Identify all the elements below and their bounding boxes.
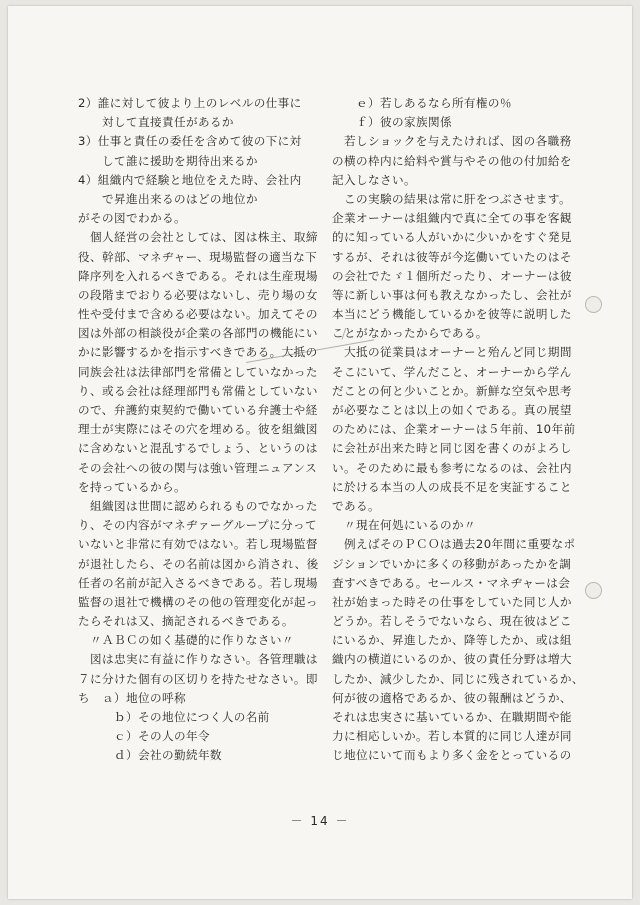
text-line: に於ける本当の人の成長不足を実証すること: [332, 479, 572, 494]
text-line: 2）誰に対して彼より上のレベルの仕事に: [78, 96, 302, 110]
text-line: 等に新しい事は何も教えなかったし、会社が: [332, 287, 572, 302]
text-line: 的に知っている人がいかに少いかをすぐ発見: [332, 230, 572, 245]
text-line: 組織図は世間に認められるものでなかった: [78, 498, 318, 513]
text-line: 3）仕事と責任の委任を含めて彼の下に対: [78, 134, 302, 149]
text-line: り、その内容がマネヂァーグループに分って: [78, 518, 317, 533]
text-line: 役、幹部、マネヂャー、現場監督の適当な下: [78, 249, 318, 264]
text-line: いないと非常に有効ではない。若し現場監督: [78, 537, 318, 552]
text-line: するが、それは彼等が今迄働いていたのはそ: [332, 249, 572, 264]
text-line: 〃現在何処にいるのか〃: [332, 518, 476, 533]
text-line: 若しショックを与えたければ、図の各職務: [332, 134, 572, 149]
text-line: 記入しなさい。: [332, 172, 416, 187]
text-line: 例えばそのＰＣＯは過去20年間に重要なポ: [332, 537, 576, 552]
text-line: ７に分けた個有の区切りを持たせなさい。即: [78, 671, 318, 686]
text-line: ので、弁護約束契約で働いている弁護士や経: [78, 403, 318, 417]
text-line: 理士が実際にはその穴を埋める。彼を組織図: [78, 422, 318, 437]
text-line: 4）組織内で経験と地位をえた時、会社内: [78, 172, 302, 187]
text-line: したか、減少したか、同じに残されているか、: [332, 671, 584, 686]
text-line: 降序列を入れるべきである。それは生産現場: [78, 268, 318, 283]
text-line: 大抵の従業員はオーナーと殆んど同じ期間: [332, 345, 572, 360]
left-text-column: [78, 94, 336, 766]
text-line: 図は忠実に有益に作りなさい。各管理職は: [78, 652, 318, 667]
text-line: それは忠実さに基いているか、在職期間や能: [332, 710, 572, 724]
text-line: が退社したら、その名前は図から消され、後: [78, 556, 319, 571]
text-line: その会社への彼の関与は強い管理ニュアンス: [78, 460, 318, 475]
text-line: じ地位にいて而もより多く金をとっているの: [332, 748, 572, 763]
text-line: 個人経営の会社としては、図は株主、取締: [78, 230, 318, 245]
text-line: のためには、企業オーナーは５年前、10年前: [332, 422, 576, 437]
text-line: 力に相応しいか。若し本質的に同じ人達が同: [332, 729, 572, 744]
text-line: 何が彼の適格であるか、彼の報酬はどうか、: [332, 690, 572, 705]
text-line: ｂ）その地位につく人の名前: [78, 710, 270, 724]
text-line: ｆ）彼の家族関係: [332, 115, 452, 130]
text-line: が必要なことは以上の如くである。真の展望: [332, 403, 572, 417]
text-line: り、或る会社は経理部門も常備としていない: [78, 383, 318, 398]
text-line: 監督の退社で機構のその他の管理変化が起っ: [78, 594, 318, 609]
text-line: して誰に援助を期待出来るか: [78, 153, 258, 168]
text-line: の横の枠内に給料や賞与やその他の付加給を: [332, 153, 572, 168]
document-page: [8, 6, 632, 899]
text-line: である。: [332, 498, 380, 513]
text-line: たらそれは又、摘記されるべきである。: [78, 614, 294, 629]
text-line: で昇進出来るのはどの地位か: [78, 191, 258, 206]
text-line: 織内の横道にいるのか、彼の責任分野は増大: [332, 652, 572, 667]
text-line: 企業オーナーは組織内で真に全ての事を客観: [332, 211, 572, 226]
text-line: ジションでいかに多くの移動があったかを調: [332, 556, 572, 571]
text-line: い。そのために最も参考になるのは、会社内: [332, 460, 572, 475]
right-text-column: [332, 94, 594, 766]
text-line: ｄ）会社の勤続年数: [78, 748, 222, 763]
text-line: 〃ＡＢＣの如く基礎的に作りなさい〃: [78, 633, 294, 648]
text-line: がその図でわかる。: [78, 211, 186, 226]
text-line: にいるか、昇進したか、降等したか、或は組: [332, 633, 572, 648]
text-line: 図は外部の相談役が企業の各部門の機能にい: [78, 326, 318, 341]
text-line: この実験の結果は常に肝をつぶさせます。: [332, 191, 571, 206]
text-line: に含めないと混乱するでしょう、というのは: [78, 441, 318, 456]
text-line: の段階までおりる必要はないし、売り場の女: [78, 287, 318, 302]
page-number: － 14 －: [290, 814, 350, 828]
text-line: ち ａ）地位の呼称: [78, 690, 186, 705]
punch-hole-icon: [585, 582, 602, 599]
text-line: ｃ）その人の年令: [78, 729, 210, 744]
text-line: だことの何と少いことか。新鮮な空気や思考: [332, 383, 572, 398]
text-line: 社が始まった時その仕事をしていた同じ人か: [332, 594, 572, 609]
text-line: 同族会社は法律部門を常備としていなかった: [78, 364, 318, 379]
punch-hole-icon: [585, 296, 602, 313]
text-line: に会社が出来た時と同じ図を書くのがよろし: [332, 441, 572, 456]
text-line: かに影響するかを指示すべきである。大抵の: [78, 345, 318, 360]
text-line: 性や受付まで含める必要はない。加えてその: [78, 307, 318, 322]
text-line: 本当にどう機能しているかを彼等に説明した: [332, 307, 572, 322]
text-line: 査すべきである。セールス・マネヂャーは会: [332, 575, 571, 590]
text-line: どうか。若しそうでないなら、現在彼はどこ: [332, 614, 572, 629]
text-line: 任者の名前が記入さるべきである。若し現場: [78, 575, 318, 590]
text-line: ことがなかったからである。: [332, 326, 488, 341]
text-line: 対して直接責任があるか: [78, 115, 234, 130]
text-line: を持っているから。: [78, 479, 186, 494]
text-line: ｅ）若しあるなら所有権の％: [332, 96, 512, 110]
text-line: の会社でたゞ１個所だったり、オーナーは彼: [332, 268, 572, 283]
text-line: そこにいて、学んだこと、オーナーから学ん: [332, 364, 572, 379]
